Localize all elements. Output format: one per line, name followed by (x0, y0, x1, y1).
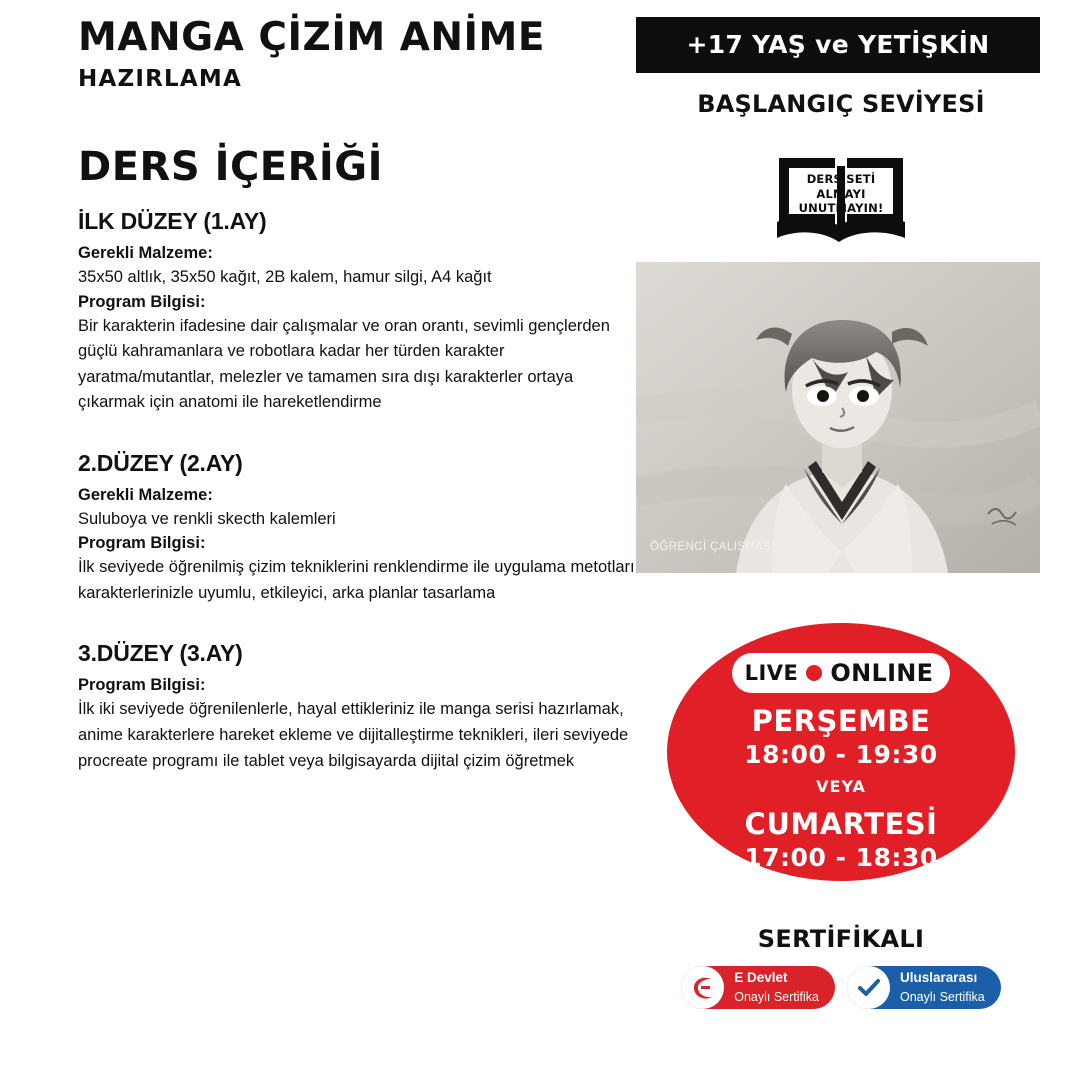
book-note-line-2: ALMAYI (816, 186, 866, 201)
level-block-1 (78, 208, 638, 416)
certificate-badge-edevlet (681, 966, 835, 1009)
age-badge: +17 YAŞ ve YETİŞKİN (636, 17, 1040, 73)
course-content-column (78, 15, 638, 774)
certificate-text (890, 969, 985, 1006)
level-title: 3.DÜZEY (3.AY) (78, 640, 243, 667)
live-label: LIVE (744, 661, 799, 685)
certificate-badge-international (847, 966, 1001, 1009)
page-title: MANGA ÇİZİM ANİME (78, 15, 545, 60)
certificate-text (724, 969, 819, 1006)
schedule-day-1: PERŞEMBE (751, 704, 931, 738)
book-note-line-1: DERS SETİ (806, 172, 876, 186)
materials-label: Gerekli Malzeme: (78, 243, 213, 262)
materials-label: Gerekli Malzeme: (78, 485, 213, 504)
program-text: İlk iki seviyede öğrenilenlerle, hayal ettikleriniz ile manga serisi hazırlamak, anime karakterlere hareket ekleme ve dijitalleştirme teknikleri, ileri seviyede procreate programı ile tablet veya bilgisayarda dijital çizim öğretmek (78, 700, 629, 770)
materials-text: Suluboya ve renkli skecth kalemleri (78, 509, 336, 528)
program-label: Program Bilgisi: (78, 534, 206, 553)
student-artwork-image (636, 262, 1040, 573)
materials-text: 35x50 altlık, 35x50 kağıt, 2B kalem, hamur silgi, A4 kağıt (78, 267, 492, 286)
check-icon (847, 966, 890, 1009)
schedule-time-1: 18:00 - 19:30 (744, 740, 938, 769)
section-heading: DERS İÇERİĞİ (78, 143, 384, 190)
book-note-text (775, 172, 907, 216)
level-title: İLK DÜZEY (1.AY) (78, 207, 267, 234)
artwork-caption: ÖĞRENCİ ÇALIŞMASI (650, 541, 776, 553)
level-block-2 (78, 450, 638, 607)
certificate-line-2: Onaylı Sertifika (900, 989, 985, 1004)
certificate-heading: SERTİFİKALI (757, 925, 925, 953)
difficulty-level-label: BAŞLANGIÇ SEVİYESİ (697, 90, 985, 118)
level-title: 2.DÜZEY (2.AY) (78, 449, 243, 476)
certificate-line-1: E Devlet (734, 970, 788, 986)
info-column (636, 0, 1046, 1009)
live-schedule-badge (667, 623, 1015, 881)
program-text: Bir karakterin ifadesine dair çalışmalar ve oran orantı, sevimli gençlerden güçlü kahramanlara ve robotlara kadar her türden karakter yaratma/mutantlar, melezler ve tamamen sıra dışı karakterler ortaya çıkarmak için anatomi ile hareketlendirme (78, 316, 610, 412)
schedule-time-2: 17:00 - 18:30 (744, 843, 938, 872)
level-block-3 (78, 640, 638, 774)
schedule-day-2: CUMARTESİ (744, 807, 938, 841)
certificate-badges (636, 966, 1046, 1009)
page-subtitle: HAZIRLAMA (78, 65, 242, 92)
online-label: ONLINE (830, 659, 934, 687)
certificate-line-1: Uluslararası (900, 970, 978, 986)
book-icon-wrapper (636, 152, 1046, 244)
schedule-wrapper (636, 623, 1046, 881)
schedule-separator: VEYA (816, 777, 866, 796)
program-label: Program Bilgisi: (78, 292, 206, 311)
certificate-line-2: Onaylı Sertifika (734, 989, 819, 1004)
program-label: Program Bilgisi: (78, 676, 206, 695)
open-book-icon (775, 152, 907, 244)
edevlet-logo-icon (681, 966, 724, 1009)
book-note-line-3: UNUTMAYIN! (798, 201, 884, 216)
program-text: İlk seviyede öğrenilmiş çizim tekniklerini renklendirme ile uygulama metotları karakterlerinizle uyumlu, etkileyici, arka planlar tasarlama (78, 558, 635, 602)
record-dot-icon (806, 665, 822, 681)
live-online-pill (732, 653, 951, 693)
